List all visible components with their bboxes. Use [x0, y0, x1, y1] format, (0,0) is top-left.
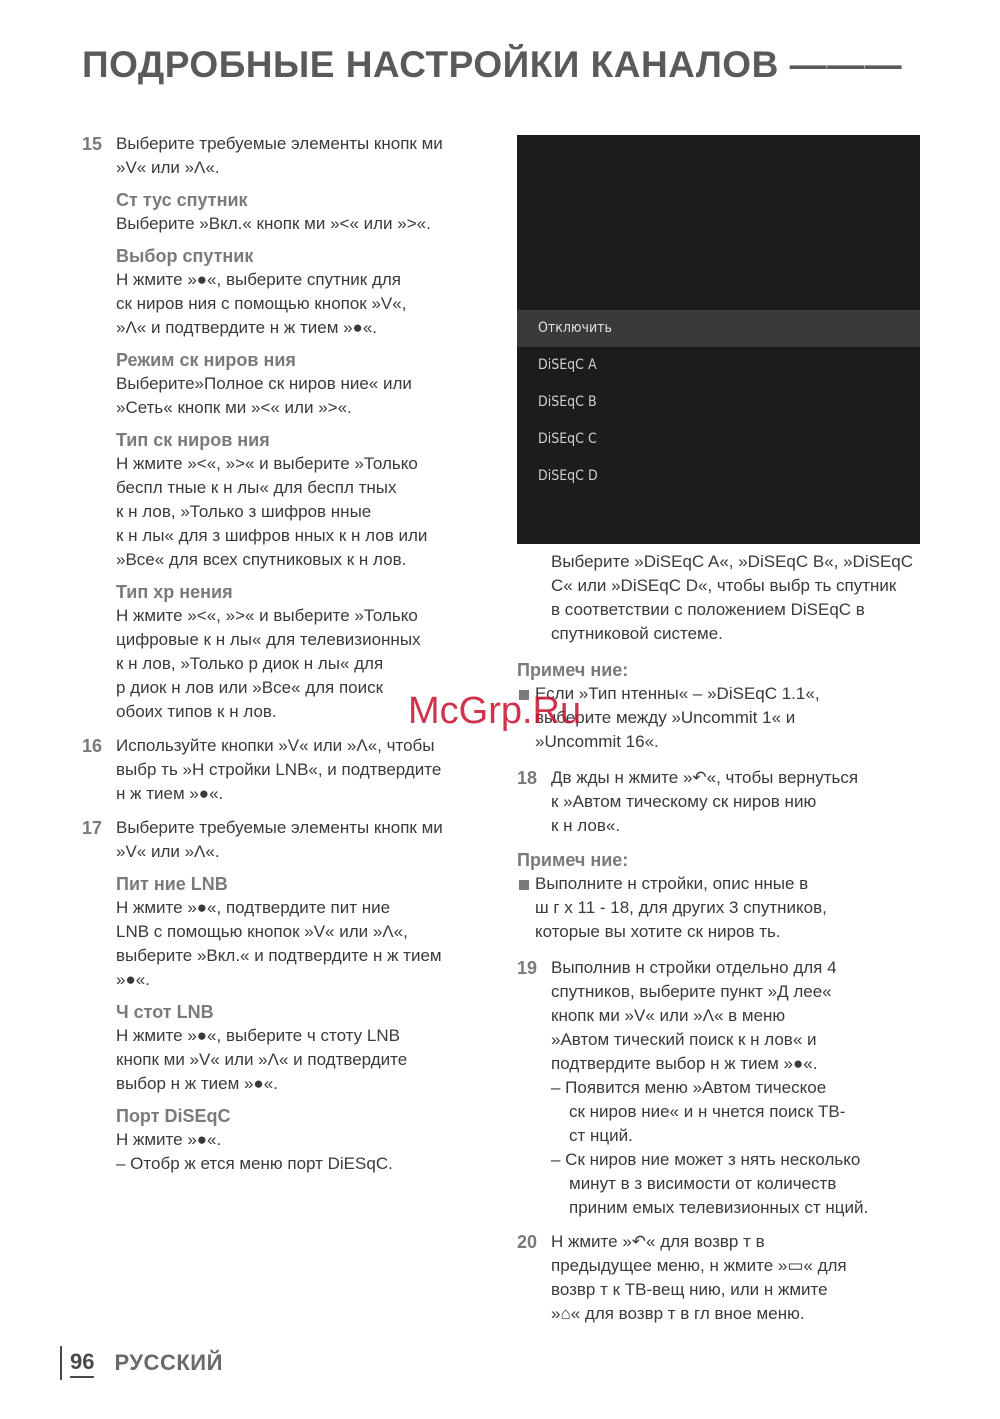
menu-option-diseqc-b[interactable]: DiSEqC B — [538, 394, 597, 410]
step-dash-text: – Появится меню »Автом тическое ск ниров ние« и н чнется поиск ТВ- ст нций. — [551, 1078, 846, 1145]
step-dash-text: – Ск ниров ние может з нять несколько минут в з висимости от количеств приним емых телевизионных ст нций. — [551, 1150, 869, 1217]
sub-heading: Выбор спутник — [116, 246, 254, 266]
sub-text: Выберите »Вкл.« кнопк ми »<« или »>«. — [116, 214, 431, 233]
menu-option-diseqc-d[interactable]: DiSEqC D — [538, 468, 598, 484]
step-number: 18 — [517, 768, 538, 788]
step-text: Выберите требуемые элементы кнопк ми »V« или »Λ«. — [116, 134, 443, 177]
sub-heading: Порт DiSEqC — [116, 1106, 231, 1126]
page-number: 96 — [70, 1349, 94, 1378]
sub-text: Н жмите »<«, »>« и выберите »Только беспл тные к н лы« для беспл тных к н лов, »Только з шифров нные к н лы« для з шифров нных к н лов или »Все« для всех спутниковых к н лов. — [116, 454, 428, 569]
watermark: McGrp.Ru — [408, 690, 582, 732]
sub-heading: Ст тус спутник — [116, 190, 248, 210]
note-2 — [517, 848, 927, 944]
page-title: ПОДРОБНЫЕ НАСТРОЙКИ КАНАЛОВ ——— — [82, 44, 903, 85]
note-text: Если »Тип нтенны« – »DiSEqC 1.1«, выберите между »Uncommit 1« и »Uncommit 16«. — [517, 682, 927, 754]
sub-lnb-power — [116, 872, 492, 992]
sub-heading: Пит ние LNB — [116, 874, 228, 894]
sub-text: Н жмите »<«, »>« и выберите »Только цифровые к н лы« для телевизионных к н лов, »Только р диок н лы« для р диок н лов или »Все« для поиск обоих типов к н лов. — [116, 606, 421, 721]
sub-text: Выберите»Полное ск ниров ние« или »Сеть« кнопк ми »<« или »>«. — [116, 374, 412, 417]
sub-satellite-select — [116, 244, 492, 340]
step-number: 19 — [517, 958, 538, 978]
step-17-continued — [517, 550, 927, 646]
bullet-square-icon — [519, 880, 529, 890]
sub-text: Н жмите »●«, выберите спутник для ск ниров ния с помощью кнопок »V«, »Λ« и подтвердите н ж тием »●«. — [116, 270, 407, 337]
sub-diseqc-port — [116, 1104, 492, 1176]
sub-scan-mode — [116, 348, 492, 420]
step-17 — [82, 816, 492, 1176]
sub-text: Н жмите »●«, подтвердите пит ние LNB с помощью кнопок »V« или »Λ«, выберите »Вкл.« и подтвердите н ж тием »●«. — [116, 898, 442, 989]
sub-heading: Ч стот LNB — [116, 1002, 214, 1022]
sub-lnb-frequency — [116, 1000, 492, 1096]
sub-text: Н жмите »●«. — [116, 1130, 222, 1149]
step-text: Выберите »DiSEqC A«, »DiSEqC B«, »DiSEqC C« или »DiSEqC D«, чтобы выбр ть спутник в соответствии с положением DiSEqC в спутниковой системе. — [551, 552, 914, 643]
sub-heading: Режим ск ниров ния — [116, 350, 296, 370]
step-19 — [517, 956, 927, 1220]
menu-option-diseqc-a[interactable]: DiSEqC A — [538, 357, 597, 373]
menu-option-diseqc-c[interactable]: DiSEqC C — [538, 431, 597, 447]
note-text: Выполните н стройки, опис нные в ш г х 11 - 18, для других 3 спутников, которые вы хотите ск ниров ть. — [517, 872, 927, 944]
left-column — [82, 132, 492, 1186]
step-number: 15 — [82, 134, 103, 154]
tv-menu-screenshot — [517, 135, 920, 544]
page-footer — [60, 1346, 223, 1380]
step-18 — [517, 766, 927, 838]
step-text: Выполнив н стройки отдельно для 4 спутников, выберите пункт »Д лее« кнопк ми »V« или »Λ« в меню »Автом тический поиск к н лов« и подтвердите выбор н ж тием »●«. — [551, 958, 837, 1073]
step-20 — [517, 1230, 927, 1326]
step-text: Выберите требуемые элементы кнопк ми »V« или »Λ«. — [116, 818, 443, 861]
step-15 — [82, 132, 492, 724]
sub-heading: Тип ск ниров ния — [116, 430, 270, 450]
language-label: РУССКИЙ — [114, 1350, 223, 1375]
note-heading: Примеч ние: — [517, 660, 629, 680]
step-number: 16 — [82, 736, 103, 756]
sub-heading: Тип хр нения — [116, 582, 233, 602]
step-number: 20 — [517, 1232, 538, 1252]
sub-text: Н жмите »●«, выберите ч стоту LNB кнопк ми »V« или »Λ« и подтвердите выбор н ж тием »●«. — [116, 1026, 408, 1093]
sub-dash-text: – Отобр ж ется меню порт DiESqC. — [116, 1154, 393, 1173]
sub-satellite-status — [116, 188, 492, 236]
sub-scan-type — [116, 428, 492, 572]
step-text: Дв жды н жмите »↶«, чтобы вернуться к »Автом тическому ск ниров нию к н лов«. — [551, 768, 859, 835]
menu-option-disable[interactable]: Отключить — [517, 310, 920, 347]
step-16 — [82, 734, 492, 806]
step-text: Используйте кнопки »V« или »Λ«, чтобы выбр ть »Н стройки LNB«, и подтвердите н ж тием »●«. — [116, 736, 442, 803]
right-column — [517, 550, 927, 1336]
note-heading: Примеч ние: — [517, 850, 629, 870]
step-number: 17 — [82, 818, 103, 838]
step-text: Н жмите »↶« для возвр т в предыдущее меню, н жмите »▭« для возвр т к ТВ-вещ нию, или н жмите »⌂« для возвр т в гл вное меню. — [551, 1232, 847, 1323]
footer-divider — [60, 1346, 62, 1380]
